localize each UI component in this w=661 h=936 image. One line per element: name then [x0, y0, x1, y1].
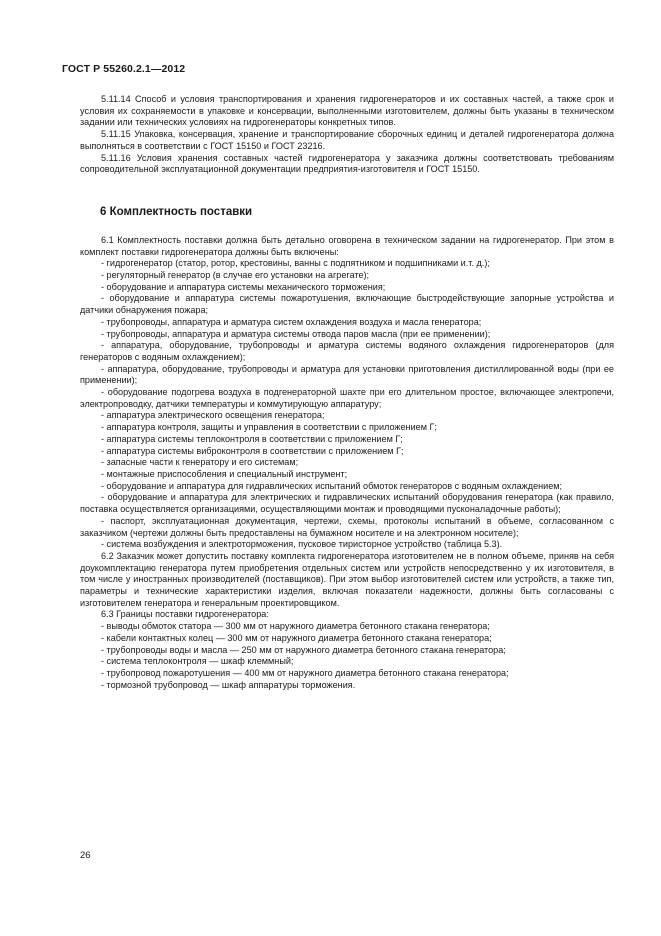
list-item: - трубопроводы, аппаратура и арматура системы отвода паров масла (при ее применении);	[101, 328, 491, 339]
page-content	[80, 94, 614, 691]
page-number: 26	[80, 850, 91, 861]
clause-5-11-15: 5.11.15 Упаковка, консервация, хранение и транспортирование сборочных единиц и деталей гидрогенератора должна выполняться в соответствии с ГОСТ 15150 и ГОСТ 23216.	[80, 129, 614, 151]
list-item: - оборудование и аппаратура системы механического торможения;	[101, 281, 386, 292]
section-6-title: 6 Комплектность поставки	[100, 205, 253, 218]
list-item: - оборудование подогрева воздуха в подгенераторной шахте при его длительном простое, включающее электропечи, электропроводку, датчики температуры и коммутирующую аппаратуру;	[80, 387, 614, 409]
list-item: - оборудование и аппаратура для гидравлических испытаний обмоток генераторов с водяным охлаждением;	[101, 480, 563, 491]
clause-6-2: 6.2 Заказчик может допустить поставку комплекта гидрогенератора изготовителем не в полном объеме, приняв на себя доукомплектацию генератора путем приобретения отдельных систем или устройств непосредственно у их изготовителя, в том числе у иностранных производителей (поставщиков). При этом выбор изготовителей систем или устройств, а также тип, параметры и технические характеристики изделия, включая показатели надежности, должны быть согласованы с изготовителем генератора и генеральным проектировщиком.	[80, 550, 614, 608]
list-item: - аппаратура электрического освещения генератора;	[101, 410, 325, 421]
list-item: - запасные части к генератору и его системам;	[101, 457, 299, 468]
list-item: - оборудование и аппаратура системы пожаротушения, включающие быстродействующие запорные устройства и датчики обнаружения пожара;	[80, 293, 614, 316]
list-item: - система возбуждения и электроторможения, пусковое тиристорное устройство (таблица 5.3).	[101, 539, 503, 550]
list-item: - аппаратура системы виброконтроля в соответствии с приложением Г;	[101, 445, 404, 456]
clause-6-1: 6.1 Комплектность поставки должна быть детально оговорена в техническом задании на гидрогенератор. При этом в комплект поставки гидрогенератора должны быть включены:	[80, 234, 614, 257]
list-6-3	[80, 621, 614, 691]
list-item: - тормозной трубопровод — шкаф аппаратуры торможения.	[101, 679, 356, 690]
clause-5-11-14: 5.11.14 Способ и условия транспортирования и хранения гидрогенераторов и их составных частей, а также срок и условия их сохраняемости в упаковке и консервации, выполненными изготовителем, должны быть указаны в техническом задании или технических условиях на гидрогенераторы конкретных типов.	[80, 94, 614, 128]
list-item: - регуляторный генератор (в случае его установки на агрегате);	[101, 270, 370, 281]
list-item: - аппаратура, оборудование, трубопроводы и арматура для установки приготовления дистиллированной воды (при ее применении);	[80, 363, 614, 386]
list-item: - кабели контактных колец — 300 мм от наружного диаметра бетонного стакана генератора;	[101, 632, 492, 643]
list-item: - аппаратура системы теплоконтроля в соответствии с приложением Г;	[101, 433, 403, 444]
list-item: - гидрогенератор (статор, ротор, крестовины, ванны с подпятником и подшипниками и.т. д.);	[101, 258, 490, 269]
standard-header: ГОСТ Р 55260.2.1—2012	[62, 63, 186, 75]
list-item: - система теплоконтроля — шкаф клеммный;	[101, 656, 294, 667]
list-item: - монтажные приспособления и специальный инструмент;	[101, 468, 348, 479]
list-item: - выводы обмоток статора — 300 мм от наружного диаметра бетонного стакана генератора;	[101, 621, 490, 632]
list-item: - трубопроводы, аппаратура и арматура систем охлаждения воздуха и масла генератора;	[101, 316, 482, 327]
list-item: - оборудование и аппаратура для электрических и гидравлических испытаний оборудования генератора (как правило, поставка осуществляется организациями, осуществляющими монтаж и проводящими пусконаладочные работы);	[80, 492, 614, 515]
list-item: - трубопровод пожаротушения — 400 мм от наружного диаметра бетонного стакана генератора;	[101, 667, 509, 678]
list-item: - аппаратура контроля, защиты и управления в соответствии с приложением Г;	[101, 422, 437, 433]
clause-5-11-16: 5.11.16 Условия хранения составных частей гидрогенератора у заказчика должны соответствовать требованиям сопроводительной эксплуатационной документации предприятия-изготовителя и ГОСТ 15150.	[80, 152, 614, 175]
list-item: - паспорт, эксплуатационная документация, чертежи, схемы, протоколы испытаний в объеме, согласованном с заказчиком (чертежи должны быть предоставлены на бумажном носителе и на электронном носителе);	[80, 515, 614, 538]
list-6-1	[80, 258, 614, 551]
clause-6-3: 6.3 Границы поставки гидрогенератора:	[101, 609, 269, 620]
list-item: - аппаратура, оборудование, трубопроводы и арматура системы водяного охлаждения гидрогенераторов (для генераторов с водяным охлаждением);	[80, 340, 614, 362]
list-item: - трубопроводы воды и масла — 250 мм от наружного диаметра бетонного стакана генератора;	[101, 644, 506, 655]
